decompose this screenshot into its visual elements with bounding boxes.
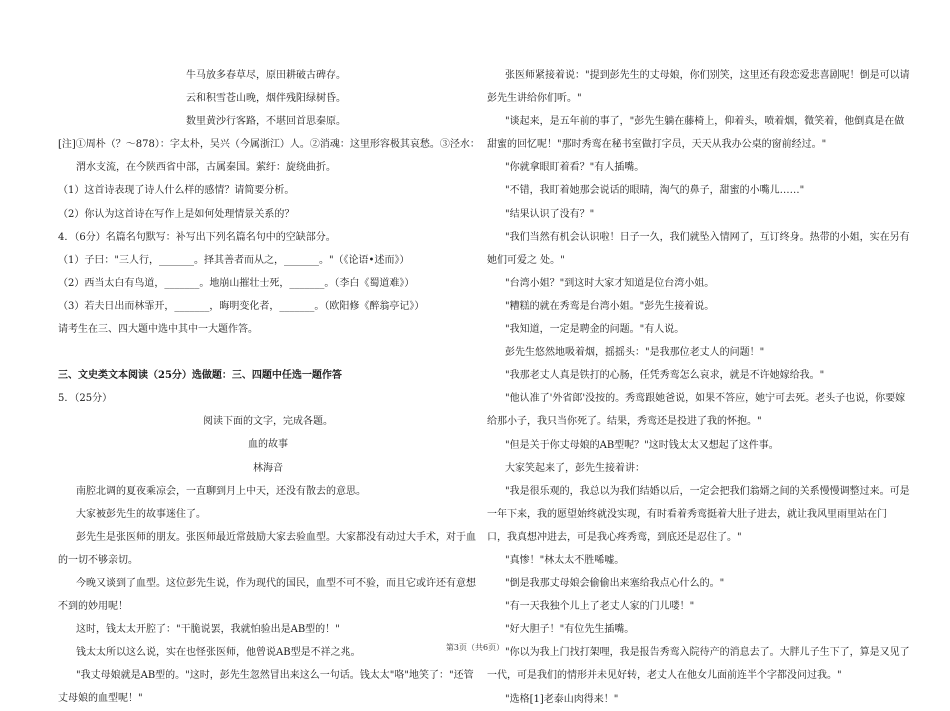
story-line: 她们可爱之 处。" [487, 254, 565, 266]
story-line: "谈起来，是五年前的事了，"彭先生躺在藤椅上，仰着头，喷着烟，微笑着，他倒真是在做 [505, 116, 905, 128]
story-line: "我知道，一定是聘金的问题。"有人说。 [505, 324, 685, 336]
story-line: "倒是我那丈母娘会偷偷出来塞给我点心什么的。" [505, 578, 725, 590]
story-line: "我那老丈人真是铁打的心肠，任凭秀鸾怎么哀求，就是不许她嫁给我。" [505, 370, 825, 382]
story-line: "结果认识了没有？" [505, 208, 595, 220]
poem-line: 云和积雪苍山晚，烟伴残阳绿树昏。 [186, 93, 346, 105]
story-line: 大家笑起来了，彭先生接着讲： [505, 462, 645, 474]
poem-line: 牛马放多春草尽，原田耕破古碑存。 [186, 70, 346, 81]
choose-note: 请考生在三、四大题中选中其中一大题作答。 [58, 324, 258, 336]
question-4-2: （2）西当太白有鸟道，_______。地崩山摧壮士死，_______。（李白《蜀道难》） [58, 277, 415, 289]
story-line: 彭先生讲给你们听。" [487, 93, 582, 105]
story-line: 彭先生悠然地吸着烟，摇摇头："是我那位老丈人的问题！" [505, 347, 765, 359]
story-line: "不错，我盯着她那会说话的眼睛，淘气的鼻子，甜蜜的小嘴儿……" [505, 185, 805, 197]
left-column [58, 64, 478, 711]
story-paragraph: 彭先生是张医师的朋友。张医师最近常鼓励大家去验血型。大家都没有动过大手术，对于血 [76, 531, 476, 543]
story-line: "真惨！"林太太不胜唏嘘。 [505, 554, 625, 566]
page-footer: 第3页（共6页） [445, 643, 505, 652]
story-line: 甜蜜的回忆呢！"那时秀鸾在秘书室做打字员，天天从我办公桌的窗前经过。" [487, 139, 827, 151]
story-paragraph: "我丈母娘就是AB型的。"这时，彭先生忽然冒出来这么一句话。钱太太"咯"地笑了："还管 [76, 670, 474, 682]
story-author: 林海音 [253, 462, 283, 474]
question-3-2: （2）你认为这首诗在写作上是如何处理情景关系的？ [58, 208, 295, 220]
story-line: 张医师紧接着说："提到彭先生的丈母娘，你们别笑，这里还有段恋爱悲喜剧呢！倒是可以请 [505, 70, 910, 81]
story-line: 一代，可是我们的情形并未见好转，老丈人在他女儿面前连半个字都没问过我。" [487, 670, 842, 682]
story-line: "你以为我上门找打架哩，我是报告秀鸾入院待产的消息去了。大胖儿子生下了，算是又见了 [505, 647, 910, 659]
story-line: "我们当然有机会认识啦！日子一久，我们就坠入情网了，互订终身。热带的小姐，实在另有 [505, 231, 910, 243]
question-4-1: （1）子曰："三人行，_______。择其善者而从之，_______。"（《论语•述而》） [58, 254, 410, 266]
story-paragraph: 这时，钱太太开腔了："干脆说罢，我就怕验出是AB型的！" [76, 624, 340, 636]
question-4-3: （3）若夫日出而林霏开，_______，晦明变化者，_______。（欧阳修《醉翁亭记》） [58, 300, 425, 312]
section-title: 三、文史类文本阅读（25分）选做题：三、四题中任选一题作答 [58, 370, 342, 382]
right-column [487, 64, 917, 711]
story-paragraph: 大家被彭先生的故事迷住了。 [76, 508, 206, 520]
story-title: 血的故事 [248, 439, 288, 451]
story-line: "糟糕的就在秀鸾是台湾小姐。"彭先生接着说。 [505, 300, 715, 312]
story-line: "你就拿眼盯着看？"有人插嘴。 [505, 162, 645, 174]
story-line: 口，我真想冲进去，可是我心疼秀鸾，到底还是忍住了。" [487, 531, 742, 543]
poem-note: [注]①周朴（？～878）：字太朴，吴兴（今属浙江）人。②消魂：这里形容极其哀愁。③泾水： [58, 139, 480, 151]
story-line: 给那小子，我只当你死了。结果，秀鸾还是投进了我的怀抱。" [487, 416, 762, 428]
poem-line: 数里黄沙行客路，不堪回首思秦原。 [186, 116, 346, 128]
story-line: "但是关于你丈母娘的AB型呢？"这时钱太太又想起了这件事。 [505, 439, 779, 451]
story-line: "好大胆子！"有位先生插嘴。 [505, 624, 635, 636]
story-paragraph: 的一切不够亲切。 [58, 554, 138, 566]
poem-note-continued: 渭水支流，在今陕西省中部，古属秦国。萦纡：旋绕曲折。 [76, 162, 336, 174]
story-line: "选格[1]老泰山肉得来！" [505, 693, 619, 705]
story-paragraph: 南腔北调的夏夜乘凉会，一直聊到月上中天，还没有散去的意思。 [76, 485, 366, 497]
story-line: "我是很乐观的，我总以为我们结婚以后，一定会把我们翁婿之间的关系慢慢调整过来。可是 [505, 485, 910, 497]
story-paragraph: 丈母娘的血型呢！" [58, 693, 143, 705]
story-paragraph: 今晚又谈到了血型。这位彭先生说，作为现代的国民，血型不可不验，而且它或许还有意想 [76, 577, 476, 589]
story-line: "他认准了'外省郎'没按的。秀鸾跟她爸说，如果不答应，她宁可去死。老头子也说，你要嫁 [505, 393, 906, 405]
question-5-title: 5．（25分） [58, 393, 113, 405]
question-3-1: （1）这首诗表现了诗人什么样的感情？请简要分析。 [58, 185, 295, 197]
story-line: "台湾小姐？"到这时大家才知道是位台湾小姐。 [505, 277, 715, 289]
story-paragraph: 钱太太所以这么说，实在也怪张医师，他曾说AB型是不祥之兆。 [76, 647, 361, 659]
story-line: "有一天我独个儿上了老丈人家的门儿喽！" [505, 601, 695, 613]
question-4-title: 4．（6分）名篇名句默写：补写出下列名篇名句中的空缺部分。 [58, 231, 336, 243]
story-paragraph: 不到的妙用呢！ [58, 601, 128, 613]
story-line: 一年下来，我的愿望始终就没实现，有时看着秀鸾挺着大肚子进去，就让我风里雨里站在门 [487, 508, 887, 520]
reading-instruction: 阅读下面的文字，完成各题。 [203, 416, 333, 428]
